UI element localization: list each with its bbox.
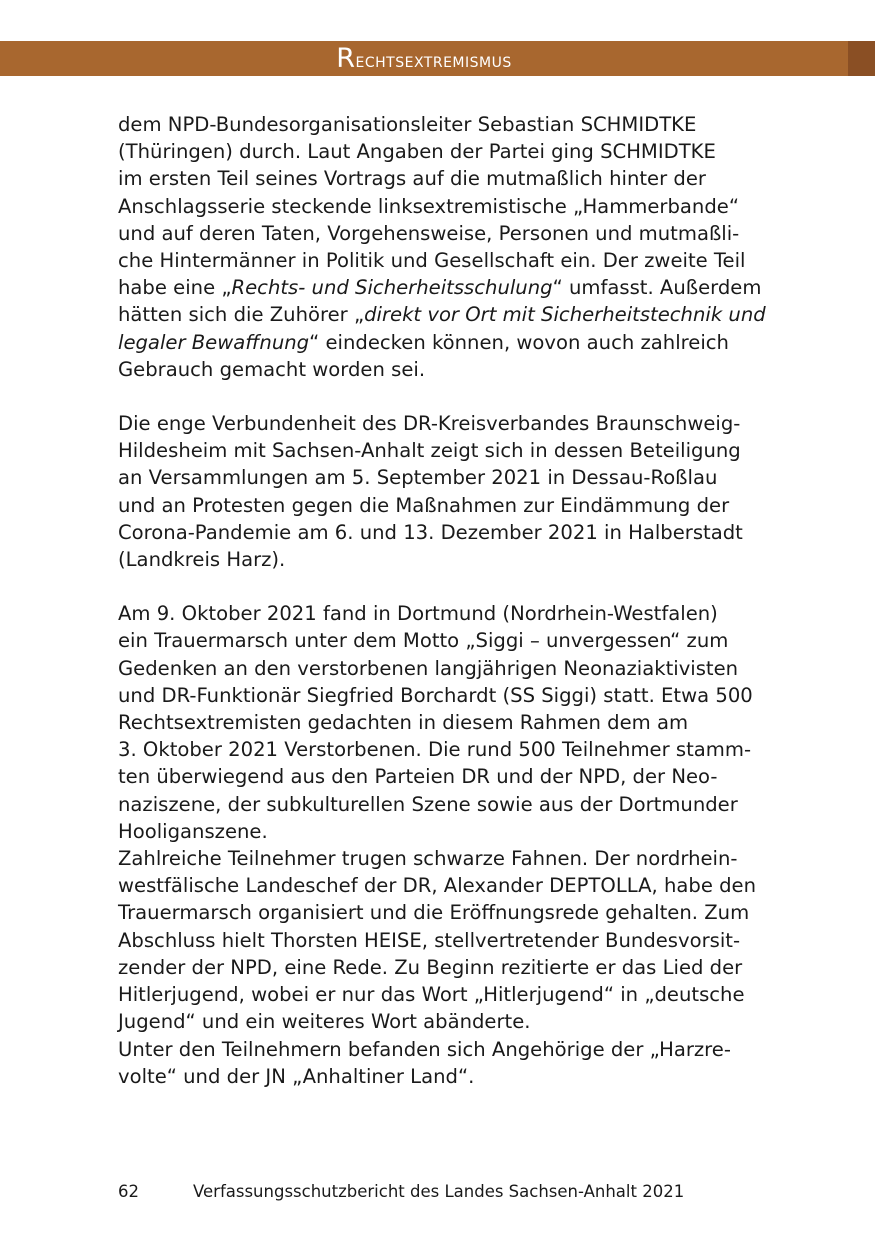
text-line: Hildesheim mit Sachsen-Anhalt zeigt sich in dessen Beteiligung (118, 439, 741, 463)
text-line: Die enge Verbundenheit des DR-Kreisverbandes Braunschweig- (118, 412, 741, 436)
text-line: Abschluss hielt Thorsten HEISE, stellvertretender Bundesvorsit- (118, 928, 741, 952)
text-line: westfälische Landeschef der DR, Alexander DEPTOLLA, habe den (118, 874, 757, 898)
text-line: 3. Oktober 2021 Verstorbenen. Die rund 500 Teilnehmer stamm- (118, 738, 752, 762)
text-line: an Versammlungen am 5. September 2021 in Dessau-Roßlau (118, 466, 718, 490)
text-line: Trauermarsch organisiert und die Eröffnungsrede gehalten. Zum (118, 901, 750, 925)
footer-publication-title: Verfassungsschutzbericht des Landes Sachsen-Anhalt 2021 (193, 1182, 685, 1201)
header-accent-block (848, 41, 875, 76)
text-line: Unter den Teilnehmern befanden sich Angehörige der „Harzre- (118, 1037, 731, 1061)
section-title-initial: R (336, 43, 356, 74)
text-line: Hitlerjugend, wobei er nur das Wort „Hitlerjugend“ in „deutsche (118, 983, 745, 1007)
section-title (336, 39, 511, 78)
italic-quote: Rechts- und Sicherheitsschulung (231, 276, 553, 300)
paragraph-1 (118, 111, 778, 383)
text-line: Gebrauch gemacht worden sei. (118, 357, 426, 381)
main-content (118, 111, 778, 1090)
text-line (118, 274, 778, 301)
text-line: (Thüringen) durch. Laut Angaben der Partei ging SCHMIDTKE (118, 140, 716, 164)
text-line: naziszene, der subkulturellen Szene sowie aus der Dortmunder (118, 792, 738, 816)
text-line: volte“ und der JN „Anhaltiner Land“. (118, 1064, 475, 1088)
text-line: Hooliganszene. (118, 819, 268, 843)
text-segment: hätten sich die Zuhörer „ (118, 303, 365, 327)
text-line: Jugend“ und ein weiteres Wort abänderte. (118, 1010, 531, 1034)
text-line: Corona-Pandemie am 6. und 13. Dezember 2021 in Halberstadt (118, 520, 743, 544)
text-line: ein Trauermarsch unter dem Motto „Siggi – unvergessen“ zum (118, 629, 729, 653)
text-line: ten überwiegend aus den Parteien DR und der NPD, der Neo- (118, 765, 718, 789)
text-segment: “ umfasst. Außerdem (552, 276, 762, 300)
text-line: und an Protesten gegen die Maßnahmen zur Eindämmung der (118, 493, 730, 517)
italic-quote: legaler Bewaffnung (118, 330, 310, 354)
text-segment: “ eindecken können, wovon auch zahlreich (309, 330, 729, 354)
text-line: Rechtsextremisten gedachten in diesem Rahmen dem am (118, 711, 689, 735)
text-line: im ersten Teil seines Vortrags auf die mutmaßlich hinter der (118, 167, 706, 191)
text-line (118, 301, 778, 328)
text-line: dem NPD-Bundesorganisationsleiter Sebastian SCHMIDTKE (118, 113, 697, 136)
text-line: und auf deren Taten, Vorgehensweise, Personen und mutmaßli- (118, 221, 740, 245)
section-title-rest: echtsextremismus (355, 48, 512, 72)
text-line: Gedenken an den verstorbenen langjährigen Neonaziaktivisten (118, 656, 739, 680)
paragraph-3 (118, 600, 778, 1090)
text-line: che Hintermänner in Politik und Gesellschaft ein. Der zweite Teil (118, 249, 746, 273)
text-line: Anschlagsserie steckende linksextremistische „Hammerbande“ (118, 194, 739, 218)
text-line: und DR-Funktionär Siegfried Borchardt (SS Siggi) statt. Etwa 500 (118, 683, 753, 707)
text-line: Zahlreiche Teilnehmer trugen schwarze Fahnen. Der nordrhein- (118, 847, 738, 871)
text-line (118, 329, 778, 356)
text-segment: habe eine „ (118, 276, 232, 300)
section-header-bar (0, 41, 848, 76)
text-line: (Landkreis Harz). (118, 548, 286, 572)
italic-quote: direkt vor Ort mit Sicherheitstechnik und (364, 303, 766, 327)
text-line: zender der NPD, eine Rede. Zu Beginn rezitierte er das Lied der (118, 955, 743, 979)
paragraph-2 (118, 410, 778, 573)
text-line: Am 9. Oktober 2021 fand in Dortmund (Nordrhein-Westfalen) (118, 602, 718, 626)
page-number: 62 (118, 1182, 139, 1201)
